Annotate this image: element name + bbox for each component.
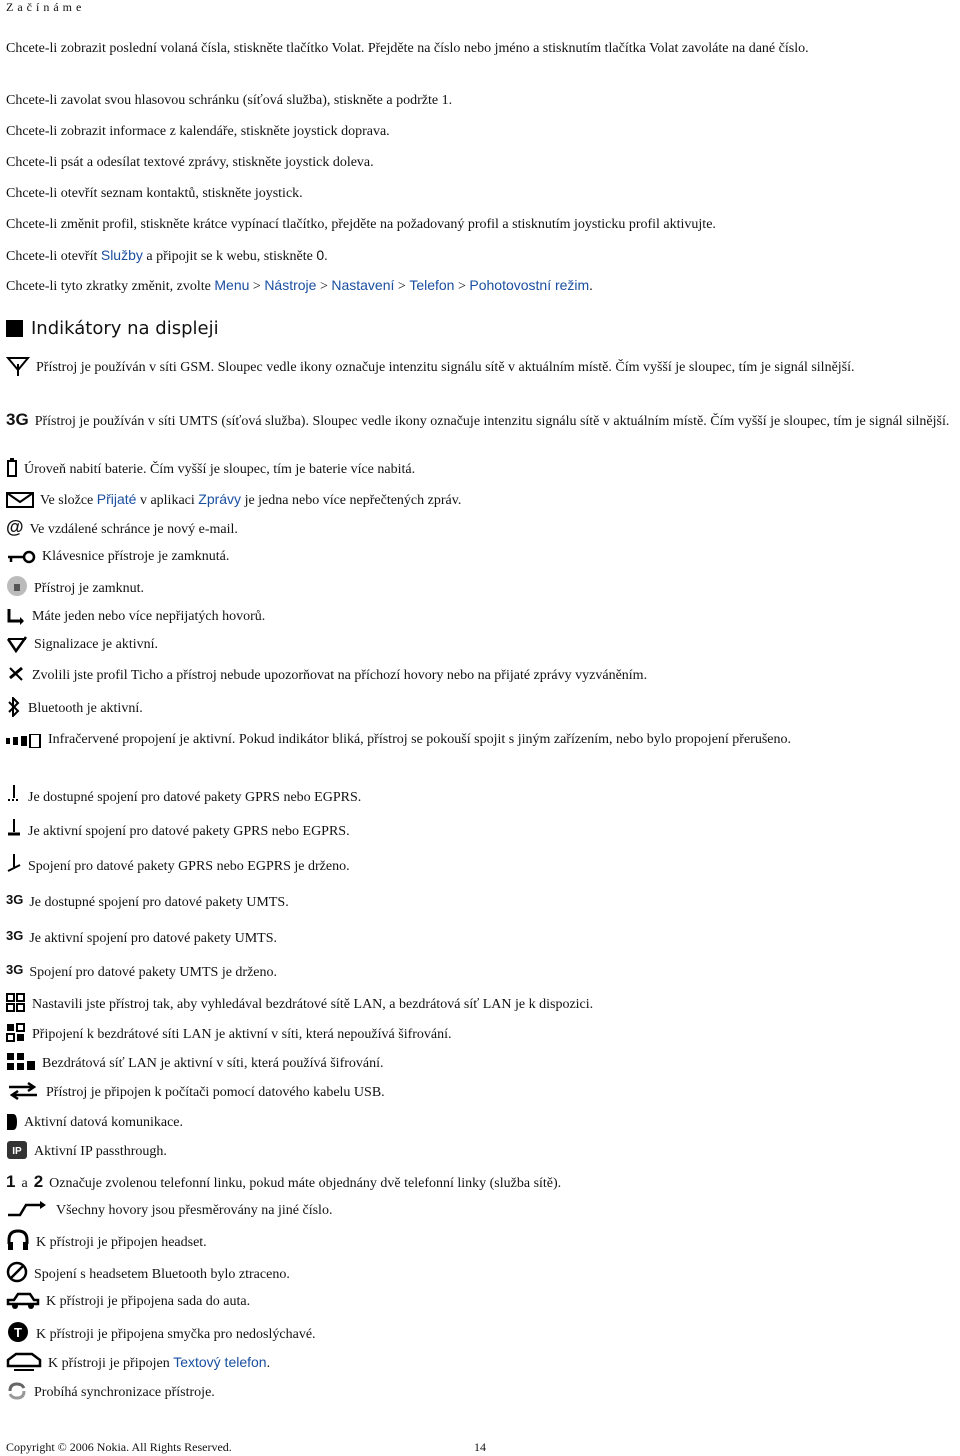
indicator-car-kit: K přístroji je připojena sada do auta. (6, 1291, 954, 1312)
infrared-icon (6, 734, 42, 748)
shortcut-paragraph: Chcete-li tyto zkratky změnit, zvolte Menu > Nástroje > Nastavení > Telefon > Pohotovostní režim. (6, 277, 593, 294)
indicator-gsm: Přístroj je používán v síti GSM. Sloupec vedle ikony označuje intenzitu signálu sítě v aktuálním místě. Čím vyšší je sloupec, tím je signál silnější. (6, 356, 954, 378)
square-bullet-icon (6, 320, 23, 337)
indicator-missed: Máte jeden nebo více nepřijatých hovorů. (6, 606, 954, 627)
intro-paragraph: Chcete-li zobrazit poslední volaná čísla, stiskněte tlačítko Volat. Přejděte na číslo nebo jméno a stisknutím tlačítka Volat zavoláte na dané číslo. (6, 41, 809, 56)
indicator-infrared: Infračervené propojení je aktivní. Pokud indikátor bliká, přístroj se pokouší spojit s jiným zařízením, nebo bylo propojení přerušeno. (6, 729, 954, 750)
indicator-lock: Přístroj je zamknut. (6, 575, 954, 599)
indicator-loopset: T K přístroji je připojena smyčka pro nedoslýchavé. (6, 1321, 954, 1345)
envelope-icon (6, 491, 34, 509)
at-icon: @ (6, 517, 24, 537)
text-phone-link[interactable]: Textový telefon (173, 1354, 267, 1370)
line-icon: 1 (6, 1172, 16, 1191)
gprs-available-icon (6, 784, 22, 806)
indicator-text-phone: K přístroji je připojen Textový telefon. (6, 1352, 954, 1374)
wlan-unencrypted-icon (6, 1023, 26, 1043)
indicator-alarm: Signalizace je aktivní. (6, 634, 954, 655)
phone-link[interactable]: Telefon (409, 277, 455, 293)
indicator-headset-lost: Spojení s headsetem Bluetooth bylo ztraceno. (6, 1261, 954, 1285)
wlan-encrypted-icon (6, 1052, 36, 1072)
indicator-gprs-active: Je aktivní spojení pro datové pakety GPRS nebo EGPRS. (6, 818, 954, 842)
umts-active-icon: 3G (6, 928, 24, 943)
copyright-footer: Copyright © 2006 Nokia. All Rights Reserved. (6, 1440, 232, 1454)
wlan-available-icon (6, 993, 26, 1013)
indicator-umts-available: 3G Je dostupné spojení pro datové pakety UMTS. (6, 889, 954, 913)
indicator-umts-active: 3G Je aktivní spojení pro datové pakety UMTS. (6, 925, 954, 949)
indicator-usb: Přístroj je připojen k počítači pomocí datového kabelu USB. (6, 1081, 954, 1103)
indicator-gprs-available: Je dostupné spojení pro datové pakety GPRS nebo EGPRS. (6, 784, 954, 808)
section-heading: Indikátory na displeji (6, 318, 219, 339)
indicator-headset: K přístroji je připojen headset. (6, 1229, 954, 1253)
gsm-signal-icon (6, 356, 30, 376)
indicator-battery: Úroveň nabití baterie. Čím vyšší je sloupec, tím je baterie více nabitá. (6, 458, 954, 480)
tools-link[interactable]: Nástroje (264, 277, 317, 293)
intro-paragraph: Chcete-li změnit profil, stiskněte krátce vypínací tlačítko, přejděte na požadovaný profil a stisknutím joysticku profil aktivujte. (6, 217, 716, 232)
indicator-sync: Probíhá synchronizace přístroje. (6, 1381, 954, 1403)
indicator-messages: Ve složce Přijaté v aplikaci Zprávy je jedna nebo více nepřečtených zpráv. (6, 489, 954, 511)
missed-call-icon (6, 607, 26, 625)
headset-icon (6, 1229, 30, 1251)
call-divert-icon (6, 1201, 50, 1219)
standby-link[interactable]: Pohotovostní režim (469, 277, 590, 293)
services-link[interactable]: Služby (100, 247, 143, 263)
indicator-wlan-available: Nastavili jste přístroj tak, aby vyhledával bezdrátové sítě LAN, a bezdrátová síť LAN je k dispozici. (6, 993, 954, 1015)
headset-lost-icon (6, 1261, 28, 1283)
car-kit-icon (6, 1292, 40, 1310)
umts-hold-icon: 3G (6, 962, 24, 977)
indicator-silent: Zvolili jste profil Ticho a přístroj nebude upozorňovat na příchozí hovory nebo na přijaté zprávy vyzváněním. (6, 664, 954, 686)
svg-text:T: T (14, 1325, 22, 1340)
line-two-icon: 2 (33, 1172, 44, 1191)
gprs-active-icon (6, 818, 22, 840)
key-zero: 0 (316, 247, 325, 263)
indicator-keylock: Klávesnice přístroje je zamknutá. (6, 546, 954, 567)
indicator-data-call: Aktivní datová komunikace. (6, 1112, 954, 1133)
chapter-header: Začínáme (6, 0, 86, 14)
indicator-umts: 3G Přístroj je používán v síti UMTS (síťová služba). Sloupec vedle ikony označuje intenzitu signálu sítě v aktuálním místě. Čím vyšší je sloupec, tím je signál silnější. (6, 410, 950, 429)
menu-link[interactable]: Menu (214, 277, 250, 293)
intro-paragraph: Chcete-li otevřít seznam kontaktů, stiskněte joystick. (6, 186, 303, 201)
indicator-bluetooth: Bluetooth je aktivní. (6, 697, 954, 719)
svg-text:IP: IP (12, 1146, 22, 1157)
indicator-gprs-hold: Spojení pro datové pakety GPRS nebo EGPRS je drženo. (6, 853, 954, 877)
indicator-umts-hold: 3G Spojení pro datové pakety UMTS je drženo. (6, 959, 954, 983)
umts-3g-icon: 3G (6, 410, 29, 429)
silent-icon (6, 664, 26, 684)
intro-paragraph: Chcete-li zavolat svou hlasovou schránku (síťová služba), stiskněte a podržte 1. (6, 93, 453, 108)
indicator-wlan-unencrypted: Připojení k bezdrátové síti LAN je aktivní v síti, která nepoužívá šifrování. (6, 1023, 954, 1045)
alarm-icon (6, 635, 28, 653)
umts-available-icon: 3G (6, 892, 24, 907)
battery-icon (6, 458, 18, 478)
messages-link[interactable]: Zprávy (198, 491, 242, 507)
settings-link[interactable]: Nastavení (331, 277, 395, 293)
text-phone-icon (6, 1352, 42, 1372)
key-icon (6, 549, 36, 565)
intro-paragraph: Chcete-li psát a odesílat textové zprávy, stiskněte joystick doleva. (6, 155, 374, 170)
gprs-hold-icon (6, 853, 22, 875)
loopset-icon (6, 1321, 30, 1343)
indicator-ip-passthrough: IP Aktivní IP passthrough. (6, 1140, 954, 1162)
intro-paragraph: Chcete-li zobrazit informace z kalendáře, stiskněte joystick doprava. (6, 124, 390, 139)
usb-icon (6, 1081, 40, 1101)
inbox-link[interactable]: Přijaté (96, 491, 137, 507)
indicator-email: @ Ve vzdálené schránce je nový e-mail. (6, 517, 238, 537)
ip-passthrough-icon (6, 1140, 28, 1160)
indicator-call-divert: Všechny hovory jsou přesměrovány na jiné číslo. (6, 1200, 954, 1221)
bluetooth-icon (6, 697, 22, 717)
page-number: 14 (474, 1440, 486, 1454)
indicator-line: 1 a 2 Označuje zvolenou telefonní linku, pokud máte objednány dvě telefonní linky (služba sítě). (6, 1172, 562, 1191)
sync-icon (6, 1381, 28, 1401)
data-call-icon (6, 1113, 18, 1131)
services-paragraph: Chcete-li otevřít Služby a připojit se k webu, stiskněte 0. (6, 247, 328, 264)
indicator-wlan-encrypted: Bezdrátová síť LAN je aktivní v síti, která používá šifrování. (6, 1052, 954, 1074)
lock-icon (6, 575, 28, 597)
